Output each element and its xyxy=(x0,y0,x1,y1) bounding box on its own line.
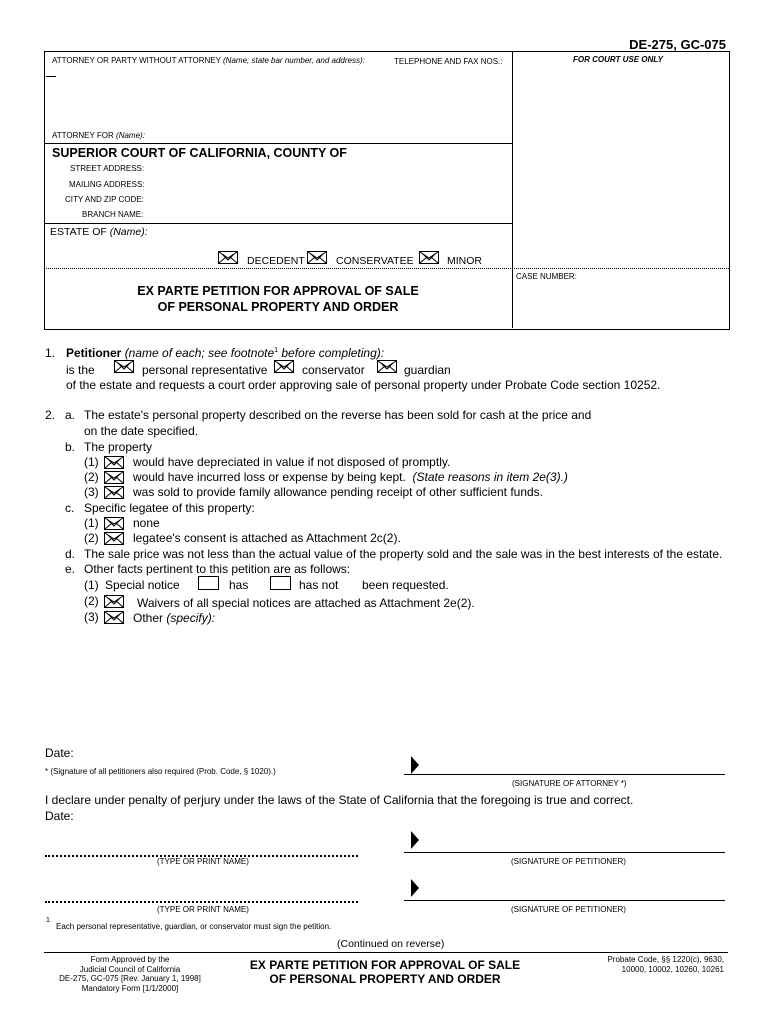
petitioner-signature-line-2[interactable] xyxy=(404,900,725,901)
item-1-text: of the estate and requests a court order approving sale of personal property under Probate Code section 10252. xyxy=(66,378,661,392)
continued-note: (Continued on reverse) xyxy=(337,938,445,950)
court-name: SUPERIOR COURT OF CALIFORNIA, COUNTY OF xyxy=(52,146,347,160)
estate-label: ESTATE OF (Name): xyxy=(50,226,148,238)
special-notice-has-checkbox[interactable] xyxy=(198,576,219,590)
city-zip-label: CITY AND ZIP CODE: xyxy=(65,195,144,204)
item-2b1-checkbox[interactable] xyxy=(104,456,124,469)
attorney-date-label: Date: xyxy=(45,746,74,760)
item-2a-text-2: on the date specified. xyxy=(84,424,199,438)
item-2c2-checkbox[interactable] xyxy=(104,532,124,545)
decedent-checkbox[interactable] xyxy=(218,251,238,264)
item-2d-text: The sale price was not less than the actual value of the property sold and the sale was in the best interests of the estate. xyxy=(84,547,723,561)
form-title: EX PARTE PETITION FOR APPROVAL OF SALE OF PERSONAL PROPERTY AND ORDER xyxy=(137,284,419,314)
special-notice-has-label: has xyxy=(229,578,249,592)
mailing-address-label: MAILING ADDRESS: xyxy=(69,180,145,189)
item-2b2-checkbox[interactable] xyxy=(104,471,124,484)
conservator-checkbox[interactable] xyxy=(274,360,294,373)
petitioner-signature-label: (SIGNATURE OF PETITIONER) xyxy=(511,857,626,866)
divider xyxy=(44,223,512,224)
item-2c-letter: c. xyxy=(65,501,75,515)
item-2e3-text: Other (specify): xyxy=(133,611,216,625)
item-2b3-text: was sold to provide family allowance pending receipt of other sufficient funds. xyxy=(133,485,544,499)
item-2c1-text: none xyxy=(133,516,160,530)
guardian-checkbox[interactable] xyxy=(377,360,397,373)
item-2c2-number: (2) xyxy=(84,531,99,545)
form-approval-note: Form Approved by the Judicial Council of California DE-275, GC-075 [Rev. January 1, 1998] Mandatory Form [1/1/2000] xyxy=(59,955,201,993)
footer-rule xyxy=(44,952,728,953)
item-2e1-text: Special notice xyxy=(105,578,180,592)
item-2c-text: Specific legatee of this property: xyxy=(84,501,255,515)
sign-here-arrow-icon xyxy=(411,879,419,897)
other-facts-field[interactable] xyxy=(84,628,724,738)
divider xyxy=(44,143,512,144)
sign-here-arrow-icon xyxy=(411,756,419,774)
phone-label: TELEPHONE AND FAX NOS.: xyxy=(394,57,503,66)
case-number-field[interactable] xyxy=(516,284,721,322)
type-print-label: (TYPE OR PRINT NAME) xyxy=(157,857,249,866)
probate-code-reference: Probate Code, §§ 1220(c), 9630, 10000, 10002, 10260, 10261 xyxy=(607,955,724,974)
item-2e-text: Other facts pertinent to this petition are as follows: xyxy=(84,562,351,576)
item-2d-letter: d. xyxy=(65,547,76,561)
divider xyxy=(44,268,729,269)
petitioner-name-field[interactable] xyxy=(375,346,725,360)
petitioner-name-line-2[interactable] xyxy=(45,901,358,903)
all-petitioners-note: * (Signature of all petitioners also required (Prob. Code, § 1020).) xyxy=(45,767,276,776)
item-1-number: 1. xyxy=(45,346,56,360)
item-2a-text: The estate's personal property described on the reverse has been sold for cash at the price and xyxy=(84,408,592,422)
decedent-label: DECEDENT xyxy=(247,255,305,267)
item-2b1-text: would have depreciated in value if not disposed of promptly. xyxy=(133,455,451,469)
guardian-label: guardian xyxy=(404,363,451,377)
item-2b1-number: (1) xyxy=(84,455,99,469)
branch-name-label: BRANCH NAME: xyxy=(82,210,144,219)
petitioner-signature-line[interactable] xyxy=(404,852,725,853)
conservatee-checkbox[interactable] xyxy=(307,251,327,264)
special-notice-end: been requested. xyxy=(362,578,449,592)
sign-here-arrow-icon xyxy=(411,831,419,849)
attorney-signature-line[interactable] xyxy=(404,774,725,775)
item-2e3-checkbox[interactable] xyxy=(104,611,124,624)
attorney-name-field[interactable] xyxy=(52,82,492,130)
item-2c1-number: (1) xyxy=(84,516,99,530)
declaration-text: I declare under penalty of perjury under the laws of the State of California that the foregoing is true and correct. xyxy=(45,793,634,807)
minor-checkbox[interactable] xyxy=(419,251,439,264)
item-2a-letter: a. xyxy=(65,408,76,422)
personal-representative-label: personal representative xyxy=(142,363,268,377)
attorney-label: ATTORNEY OR PARTY WITHOUT ATTORNEY (Name, state bar number, and address): xyxy=(52,56,365,65)
conservator-label: conservator xyxy=(302,363,365,377)
attorney-for-label: ATTORNEY FOR (Name): xyxy=(52,131,145,140)
item-2-number: 2. xyxy=(45,408,56,422)
special-notice-has-not-label: has not xyxy=(299,578,339,592)
item-2b3-checkbox[interactable] xyxy=(104,486,124,499)
item-2b-letter: b. xyxy=(65,440,76,454)
conservatee-label: CONSERVATEE xyxy=(336,255,414,267)
item-2c2-text: legatee's consent is attached as Attachment 2c(2). xyxy=(133,531,401,545)
footer-title: EX PARTE PETITION FOR APPROVAL OF SALE OF PERSONAL PROPERTY AND ORDER xyxy=(249,958,521,986)
special-notice-has-not-checkbox[interactable] xyxy=(270,576,291,590)
court-use-divider xyxy=(512,51,513,328)
attorney-signature-label: (SIGNATURE OF ATTORNEY *) xyxy=(512,779,627,788)
item-2b2-text: would have incurred loss or expense by being kept. (State reasons in item 2e(3).) xyxy=(133,470,568,484)
dash-mark xyxy=(46,76,56,77)
item-2b2-number: (2) xyxy=(84,470,99,484)
minor-label: MINOR xyxy=(447,255,482,267)
footnote-number: 1 xyxy=(46,917,50,924)
item-2e-letter: e. xyxy=(65,562,76,576)
form-id: DE-275, GC-075 xyxy=(629,37,726,52)
personal-representative-checkbox[interactable] xyxy=(114,360,134,373)
footnote-text: Each personal representative, guardian, or conservator must sign the petition. xyxy=(56,922,332,931)
item-2e3-number: (3) xyxy=(84,610,99,624)
item-2e2-checkbox[interactable] xyxy=(104,595,124,608)
item-2e1-number: (1) xyxy=(84,578,99,592)
court-use-label: FOR COURT USE ONLY xyxy=(573,55,663,64)
street-address-label: STREET ADDRESS: xyxy=(70,164,145,173)
item-2b3-number: (3) xyxy=(84,485,99,499)
item-2c1-checkbox[interactable] xyxy=(104,517,124,530)
petitioner-signature-label-2: (SIGNATURE OF PETITIONER) xyxy=(511,905,626,914)
case-number-label: CASE NUMBER: xyxy=(516,272,577,281)
item-2e2-text: Waivers of all special notices are attached as Attachment 2e(2). xyxy=(137,596,475,610)
is-the-label: is the xyxy=(66,363,95,377)
item-1-heading: Petitioner (name of each; see footnote$^1$ before completing): xyxy=(66,346,385,360)
type-print-label-2: (TYPE OR PRINT NAME) xyxy=(157,905,249,914)
item-2b-text: The property xyxy=(84,440,153,454)
item-2e2-number: (2) xyxy=(84,594,99,608)
petitioner-date-label: Date: xyxy=(45,809,74,823)
